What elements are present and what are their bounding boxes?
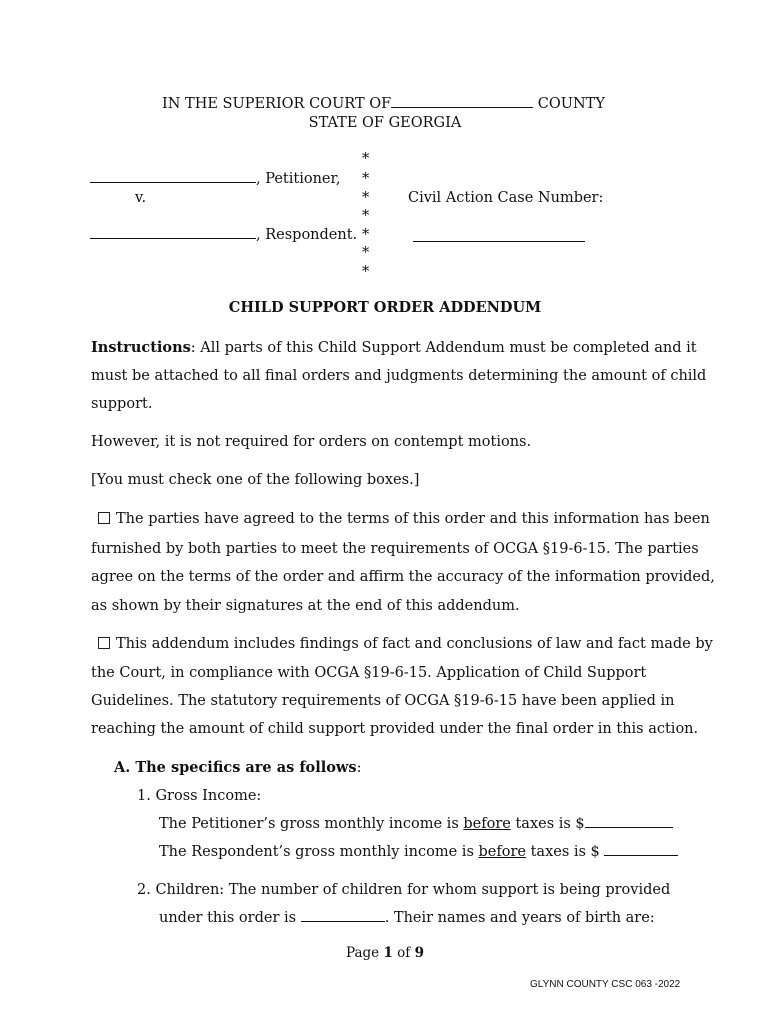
caption-asterisk: * [362,264,370,280]
petitioner-income-text: The Petitioner’s gross monthly income is [159,816,464,832]
page-number [0,944,770,962]
court-suffix: COUNTY [537,96,605,112]
petitioner-income-tail: taxes is $ [510,816,585,832]
respondent-label: , Respondent. [256,227,358,243]
instructions-label: Instructions [91,339,191,356]
respondent-income-tail: taxes is $ [525,844,605,860]
respondent-income-text: The Respondent’s gross monthly income is [159,844,479,860]
section-a-colon: : [356,760,362,776]
check-instruction: [You must check one of the following boxes.] [91,472,420,488]
children-line-1: 2. Children: The number of children for whom support is being provided [137,882,671,898]
caption-asterisk: * [362,190,370,206]
instructions-line-3: support. [91,396,153,412]
respondent-income-blank[interactable] [604,843,678,856]
page-current: 1 [383,945,393,961]
option-agreed-line-1 [98,510,710,528]
instructions-text: : All parts of this Child Support Addendum must be completed and it [190,340,697,356]
option-court-line-1 [98,635,713,653]
petitioner-line [90,170,340,188]
instructions-line-2: must be attached to all final orders and judgments determining the amount of child [91,368,707,384]
instructions-line-1 [91,339,697,357]
page-prefix: Page [346,945,384,961]
petitioner-income-line [159,815,673,833]
form-identifier: GLYNN COUNTY CSC 063 -2022 [530,979,681,990]
page-of: of [392,945,415,961]
children-names-text: . Their names and years of birth are: [384,910,655,926]
caption-asterisk: * [362,245,370,261]
respondent-line [90,226,357,244]
section-a-heading [114,759,361,777]
petitioner-blank-line [90,170,256,183]
children-line-2 [159,909,655,927]
children-count-blank[interactable] [301,909,385,922]
case-number-blank-line [413,229,585,242]
option-court-text: This addendum includes findings of fact and conclusions of law and fact made by [116,636,713,652]
option-agreed-line-3: agree on the terms of the order and affirm the accuracy of the information provided, [91,569,715,585]
gross-income-heading: 1. Gross Income: [137,788,262,804]
option-court-line-4: reaching the amount of child support provided under the final order in this action. [91,721,699,737]
children-count-text: under this order is [159,910,301,926]
petitioner-income-blank[interactable] [585,815,673,828]
option-court-line-3: Guidelines. The statutory requirements of OCGA §19-6-15 have been applied in [91,693,675,709]
caption-asterisk: * [362,151,370,167]
caption-asterisk: * [362,171,370,187]
respondent-income-line [159,843,678,861]
section-a-label: A. The specifics are as follows [114,759,357,776]
option-agreed-line-4: as shown by their signatures at the end of this addendum. [91,598,520,614]
option-court-line-2: the Court, in compliance with OCGA §19-6-15. Application of Child Support [91,665,647,681]
respondent-blank-line [90,226,256,239]
respondent-before: before [478,844,526,860]
caption-asterisk: * [362,227,370,243]
checkbox-agreed[interactable] [98,512,110,524]
petitioner-label: , Petitioner, [256,171,341,187]
page-total: 9 [414,945,424,961]
checkbox-court-findings[interactable] [98,637,110,649]
state-heading: STATE OF GEORGIA [308,115,462,131]
court-prefix: IN THE SUPERIOR COURT OF [162,96,392,112]
option-agreed-line-2: furnished by both parties to meet the requirements of OCGA §19-6-15. The parties [91,541,699,557]
court-heading [162,95,605,113]
caption-asterisk: * [362,208,370,224]
county-blank-line [391,95,533,108]
versus-label: v. [135,190,147,206]
option-agreed-text: The parties have agreed to the terms of this order and this information has been [116,511,710,527]
document-title: CHILD SUPPORT ORDER ADDENDUM [228,299,542,316]
contempt-note: However, it is not required for orders on contempt motions. [91,434,532,450]
case-number-label: Civil Action Case Number: [408,190,604,206]
petitioner-before: before [463,816,511,832]
